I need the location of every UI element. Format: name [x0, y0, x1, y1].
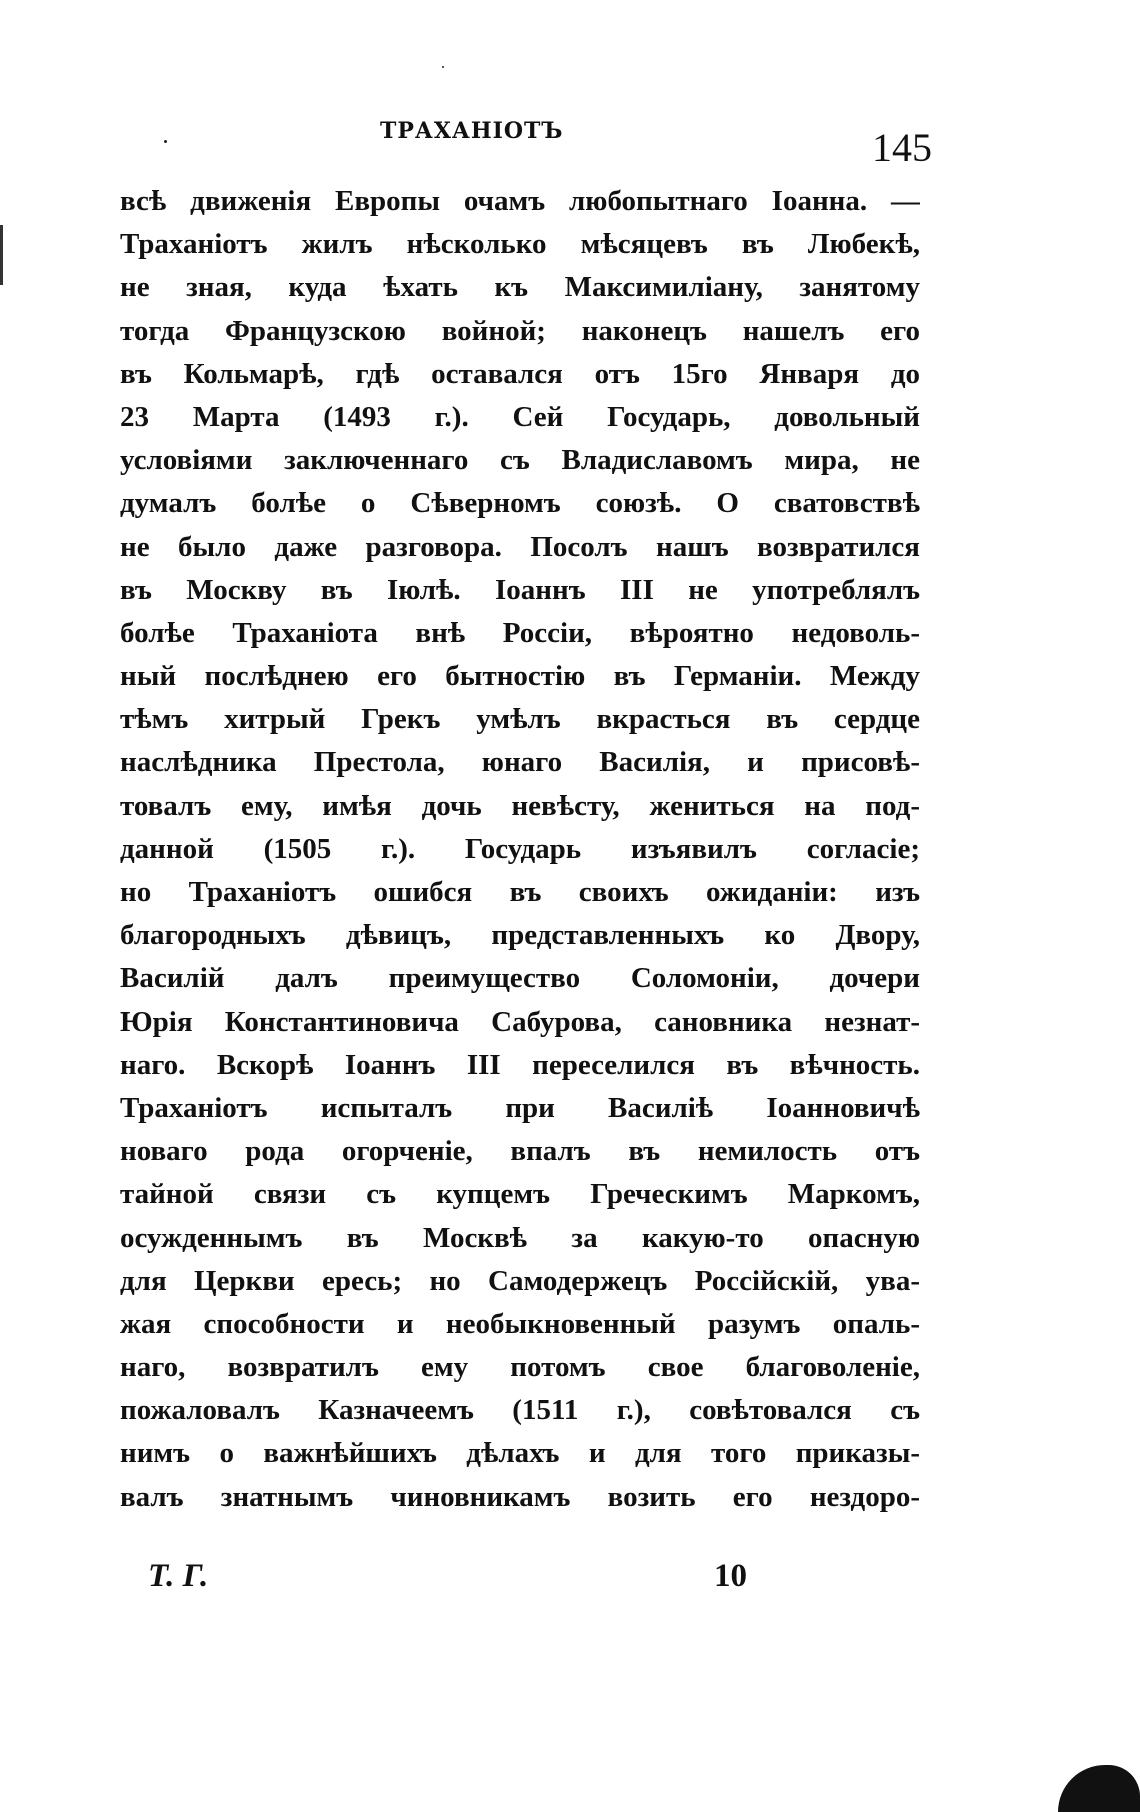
- page-number: 145: [872, 125, 932, 170]
- text-line: думалъ болѣе о Сѣверномъ союзѣ. О сватовствѣ: [120, 487, 920, 520]
- text-line: условіями заключеннаго съ Владиславомъ мира, не: [120, 444, 920, 477]
- running-title: ТРАХАНІОТЪ: [380, 118, 564, 144]
- body-text: [120, 180, 920, 1519]
- text-line: Траханіотъ жилъ нѣсколько мѣсяцевъ въ Любекѣ,: [120, 228, 920, 261]
- text-line: наго. Вскорѣ Іоаннъ III переселился въ вѣчность.: [120, 1048, 920, 1081]
- text-line: новаго рода огорченіе, впалъ въ немилость отъ: [120, 1135, 920, 1168]
- text-line: всѣ движенія Европы очамъ любопытнаго Іоанна. —: [120, 185, 920, 217]
- text-line: осужденнымъ въ Москвѣ за какую-то опасную: [120, 1221, 920, 1254]
- text-line: нимъ о важнѣйшихъ дѣлахъ и для того приказы-: [120, 1437, 920, 1470]
- ink-speck: [164, 140, 167, 143]
- text-line: Траханіотъ испыталъ при Василіѣ Іоанновичѣ: [120, 1091, 920, 1124]
- text-line: не зная, куда ѣхать къ Максимиліану, занятому: [120, 271, 920, 304]
- text-line: для Церкви ересь; но Самодержецъ Россійскій, ува-: [120, 1264, 920, 1297]
- text-line: жая способности и необыкновенный разумъ опаль-: [120, 1307, 920, 1340]
- text-line: Юрія Константиновича Сабурова, сановника незнат-: [120, 1005, 920, 1038]
- text-line: не было даже разговора. Посолъ нашъ возвратился: [120, 530, 920, 563]
- text-line: въ Москву въ Іюлѣ. Іоаннъ III не употреблялъ: [120, 573, 920, 606]
- text-line: тѣмъ хитрый Грекъ умѣлъ вкрасться въ сердце: [120, 703, 920, 736]
- text-line: Василій далъ преимущество Соломоніи, дочери: [120, 962, 920, 995]
- text-line: валъ знатнымъ чиновникамъ возить его нездоро-: [120, 1480, 920, 1513]
- scan-corner-blot: [1058, 1765, 1140, 1812]
- printers-signature-mark: Т. Г.: [148, 1558, 209, 1594]
- text-line: тайной связи съ купцемъ Греческимъ Маркомъ,: [120, 1178, 920, 1211]
- text-line: но Траханіотъ ошибся въ своихъ ожиданіи: изъ: [120, 876, 920, 908]
- text-line: ный послѣднею его бытностію въ Германіи. Между: [120, 660, 920, 693]
- text-line: тогда Французскою войной; наконецъ нашелъ его: [120, 314, 920, 347]
- text-line: товалъ ему, имѣя дочь невѣсту, жениться на под-: [120, 789, 920, 822]
- signature-number: 10: [714, 1558, 747, 1594]
- text-line: пожаловалъ Казначеемъ (1511 г.), совѣтовался съ: [120, 1394, 920, 1427]
- text-line: наслѣдника Престола, юнаго Василія, и присовѣ-: [120, 746, 920, 779]
- text-line: данной (1505 г.). Государь изъявилъ согласіе;: [120, 832, 920, 865]
- text-line: благородныхъ дѣвицъ, представленныхъ ко Двору,: [120, 919, 920, 952]
- ink-speck: [442, 66, 444, 68]
- text-line: 23 Марта (1493 г.). Сей Государь, довольный: [120, 400, 920, 433]
- text-line: болѣе Траханіота внѣ Россіи, вѣроятно недоволь-: [120, 616, 920, 649]
- text-line: въ Кольмарѣ, гдѣ оставался отъ 15го Января до: [120, 357, 920, 390]
- text-line: наго, возвратилъ ему потомъ свое благоволеніе,: [120, 1351, 920, 1384]
- scan-edge-mark: [0, 225, 3, 285]
